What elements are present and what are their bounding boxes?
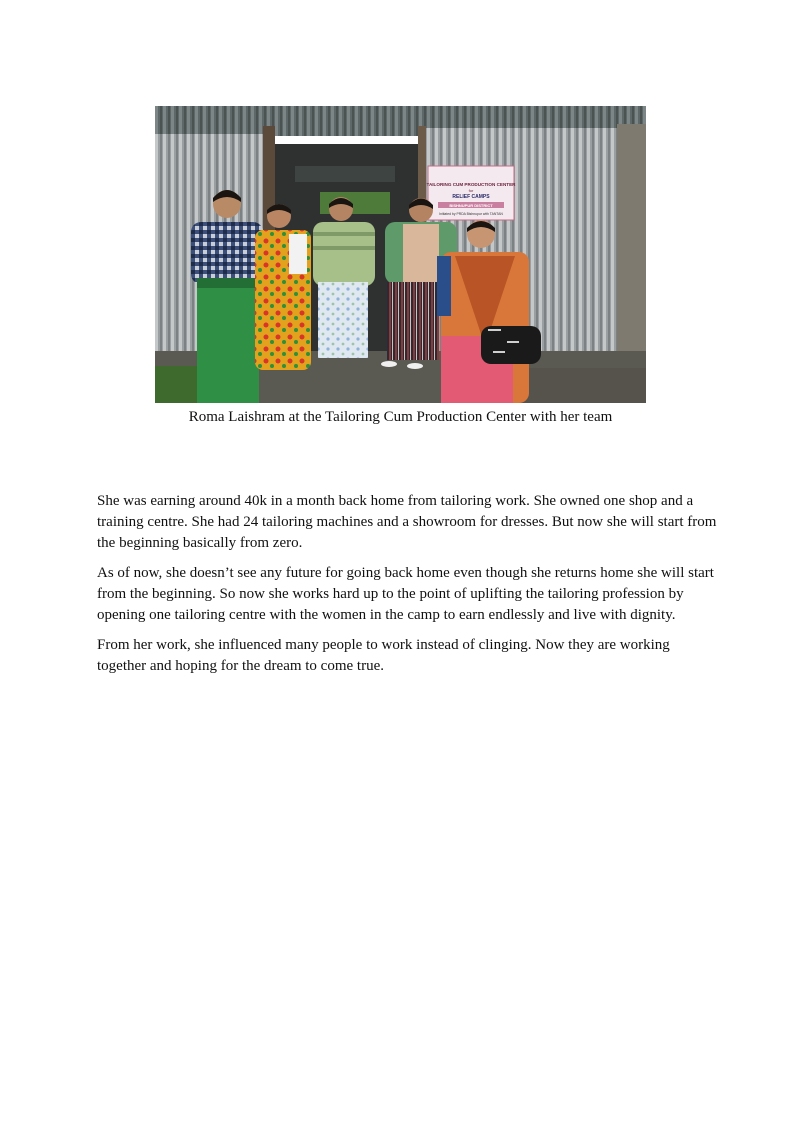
- sign-line-5: Initiated by PRDA Bishnupur with TANTAN: [439, 212, 503, 216]
- article-body: [97, 491, 717, 686]
- sign-line-3: RELIEF CAMPS: [452, 194, 490, 200]
- photo-caption: Roma Laishram at the Tailoring Cum Production Center with her team: [188, 409, 613, 425]
- sign-line-1: TAILORING CUM PRODUCTION CENTER: [426, 182, 516, 187]
- paragraph-3: From her work, she influenced many people to work instead of clinging. Now they are working together and hoping for the dream to come true.: [97, 637, 670, 674]
- sign-line-2: for: [468, 188, 474, 193]
- paragraph-1: She was earning around 40k in a month back home from tailoring work. She owned one shop and a training centre. She had 24 tailoring machines and a showroom for dresses. But now she will start from the beginning basically from zero.: [97, 493, 717, 551]
- paragraph-2: As of now, she doesn’t see any future for going back home even though she returns home she will start from the beginning. So now she works hard up to the point of uplifting the tailoring profession by opening one tailoring centre with the women in the camp to earn endlessly and live with dignity.: [97, 565, 714, 623]
- sign-line-4: BISHNUPUR DISTRICT: [449, 203, 493, 208]
- photo-tailoring-center: [155, 106, 646, 403]
